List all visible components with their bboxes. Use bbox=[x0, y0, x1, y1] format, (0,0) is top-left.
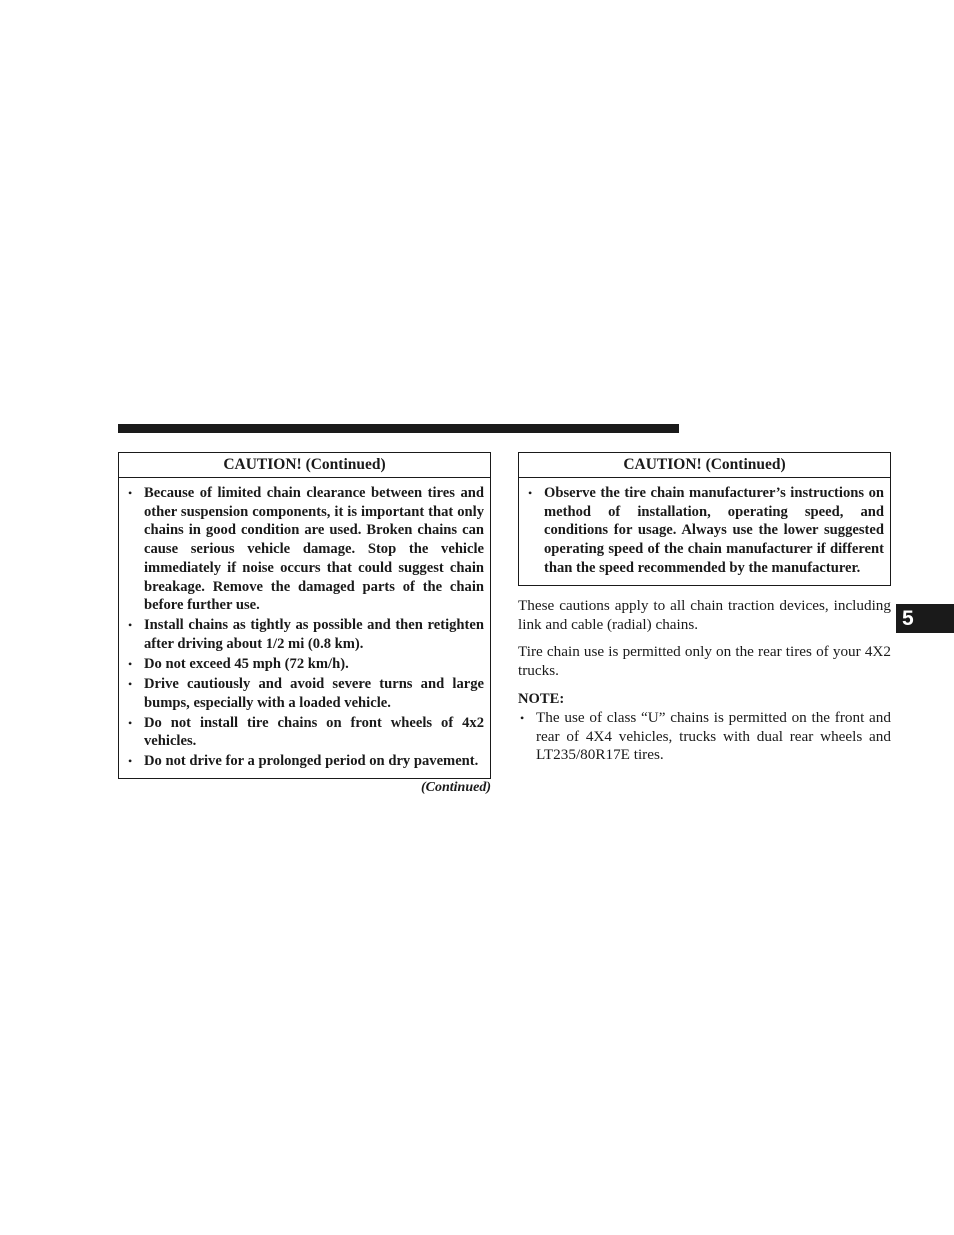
caution-item: • Drive cautiously and avoid severe turns and large bumps, especially with a loaded vehicle. bbox=[119, 675, 484, 712]
note-heading: NOTE: bbox=[518, 691, 565, 707]
caution-item: • Do not install tire chains on front wheels of 4x2 vehicles. bbox=[119, 714, 484, 751]
caution-item: • Install chains as tightly as possible and then retighten after driving about 1/2 mi (0.8 km). bbox=[119, 616, 484, 653]
caution-heading: CAUTION! (Continued) bbox=[119, 453, 490, 478]
body-paragraph: These cautions apply to all chain traction devices, including link and cable (radial) chains. bbox=[518, 596, 891, 633]
left-column bbox=[118, 452, 491, 797]
continued-label: (Continued) bbox=[420, 780, 491, 796]
note-list bbox=[518, 709, 891, 765]
caution-box-left bbox=[118, 452, 491, 779]
body-paragraph: Tire chain use is permitted only on the rear tires of your 4X2 trucks. bbox=[518, 643, 891, 680]
caution-list bbox=[519, 478, 890, 585]
caution-item: • Do not drive for a prolonged period on dry pavement. bbox=[119, 752, 484, 771]
caution-item: • Do not exceed 45 mph (72 km/h). bbox=[119, 655, 484, 674]
caution-box-right bbox=[518, 452, 891, 586]
caution-list bbox=[119, 478, 490, 778]
note-item: • The use of class “U” chains is permitted on the front and rear of 4X4 vehicles, trucks with dual rear wheels and LT235/80R17E tires. bbox=[518, 709, 891, 765]
chapter-tab: 5 bbox=[896, 604, 954, 633]
caution-item: • Observe the tire chain manufacturer’s instructions on method of installation, operating speed, and conditions for usage. Always use the lower suggested operating speed of the chain manufacturer if different than the speed recommended by the manufacturer. bbox=[519, 484, 884, 578]
section-rule bbox=[118, 424, 679, 433]
right-column bbox=[518, 452, 891, 765]
caution-heading: CAUTION! (Continued) bbox=[519, 453, 890, 478]
caution-item: • Because of limited chain clearance between tires and other suspension components, it is important that only chains in good condition are used. Broken chains can cause serious vehicle damage. Stop the vehicle immediately if noise occurs that could suggest chain breakage. Remove the damaged parts of the chain before further use. bbox=[119, 484, 484, 615]
